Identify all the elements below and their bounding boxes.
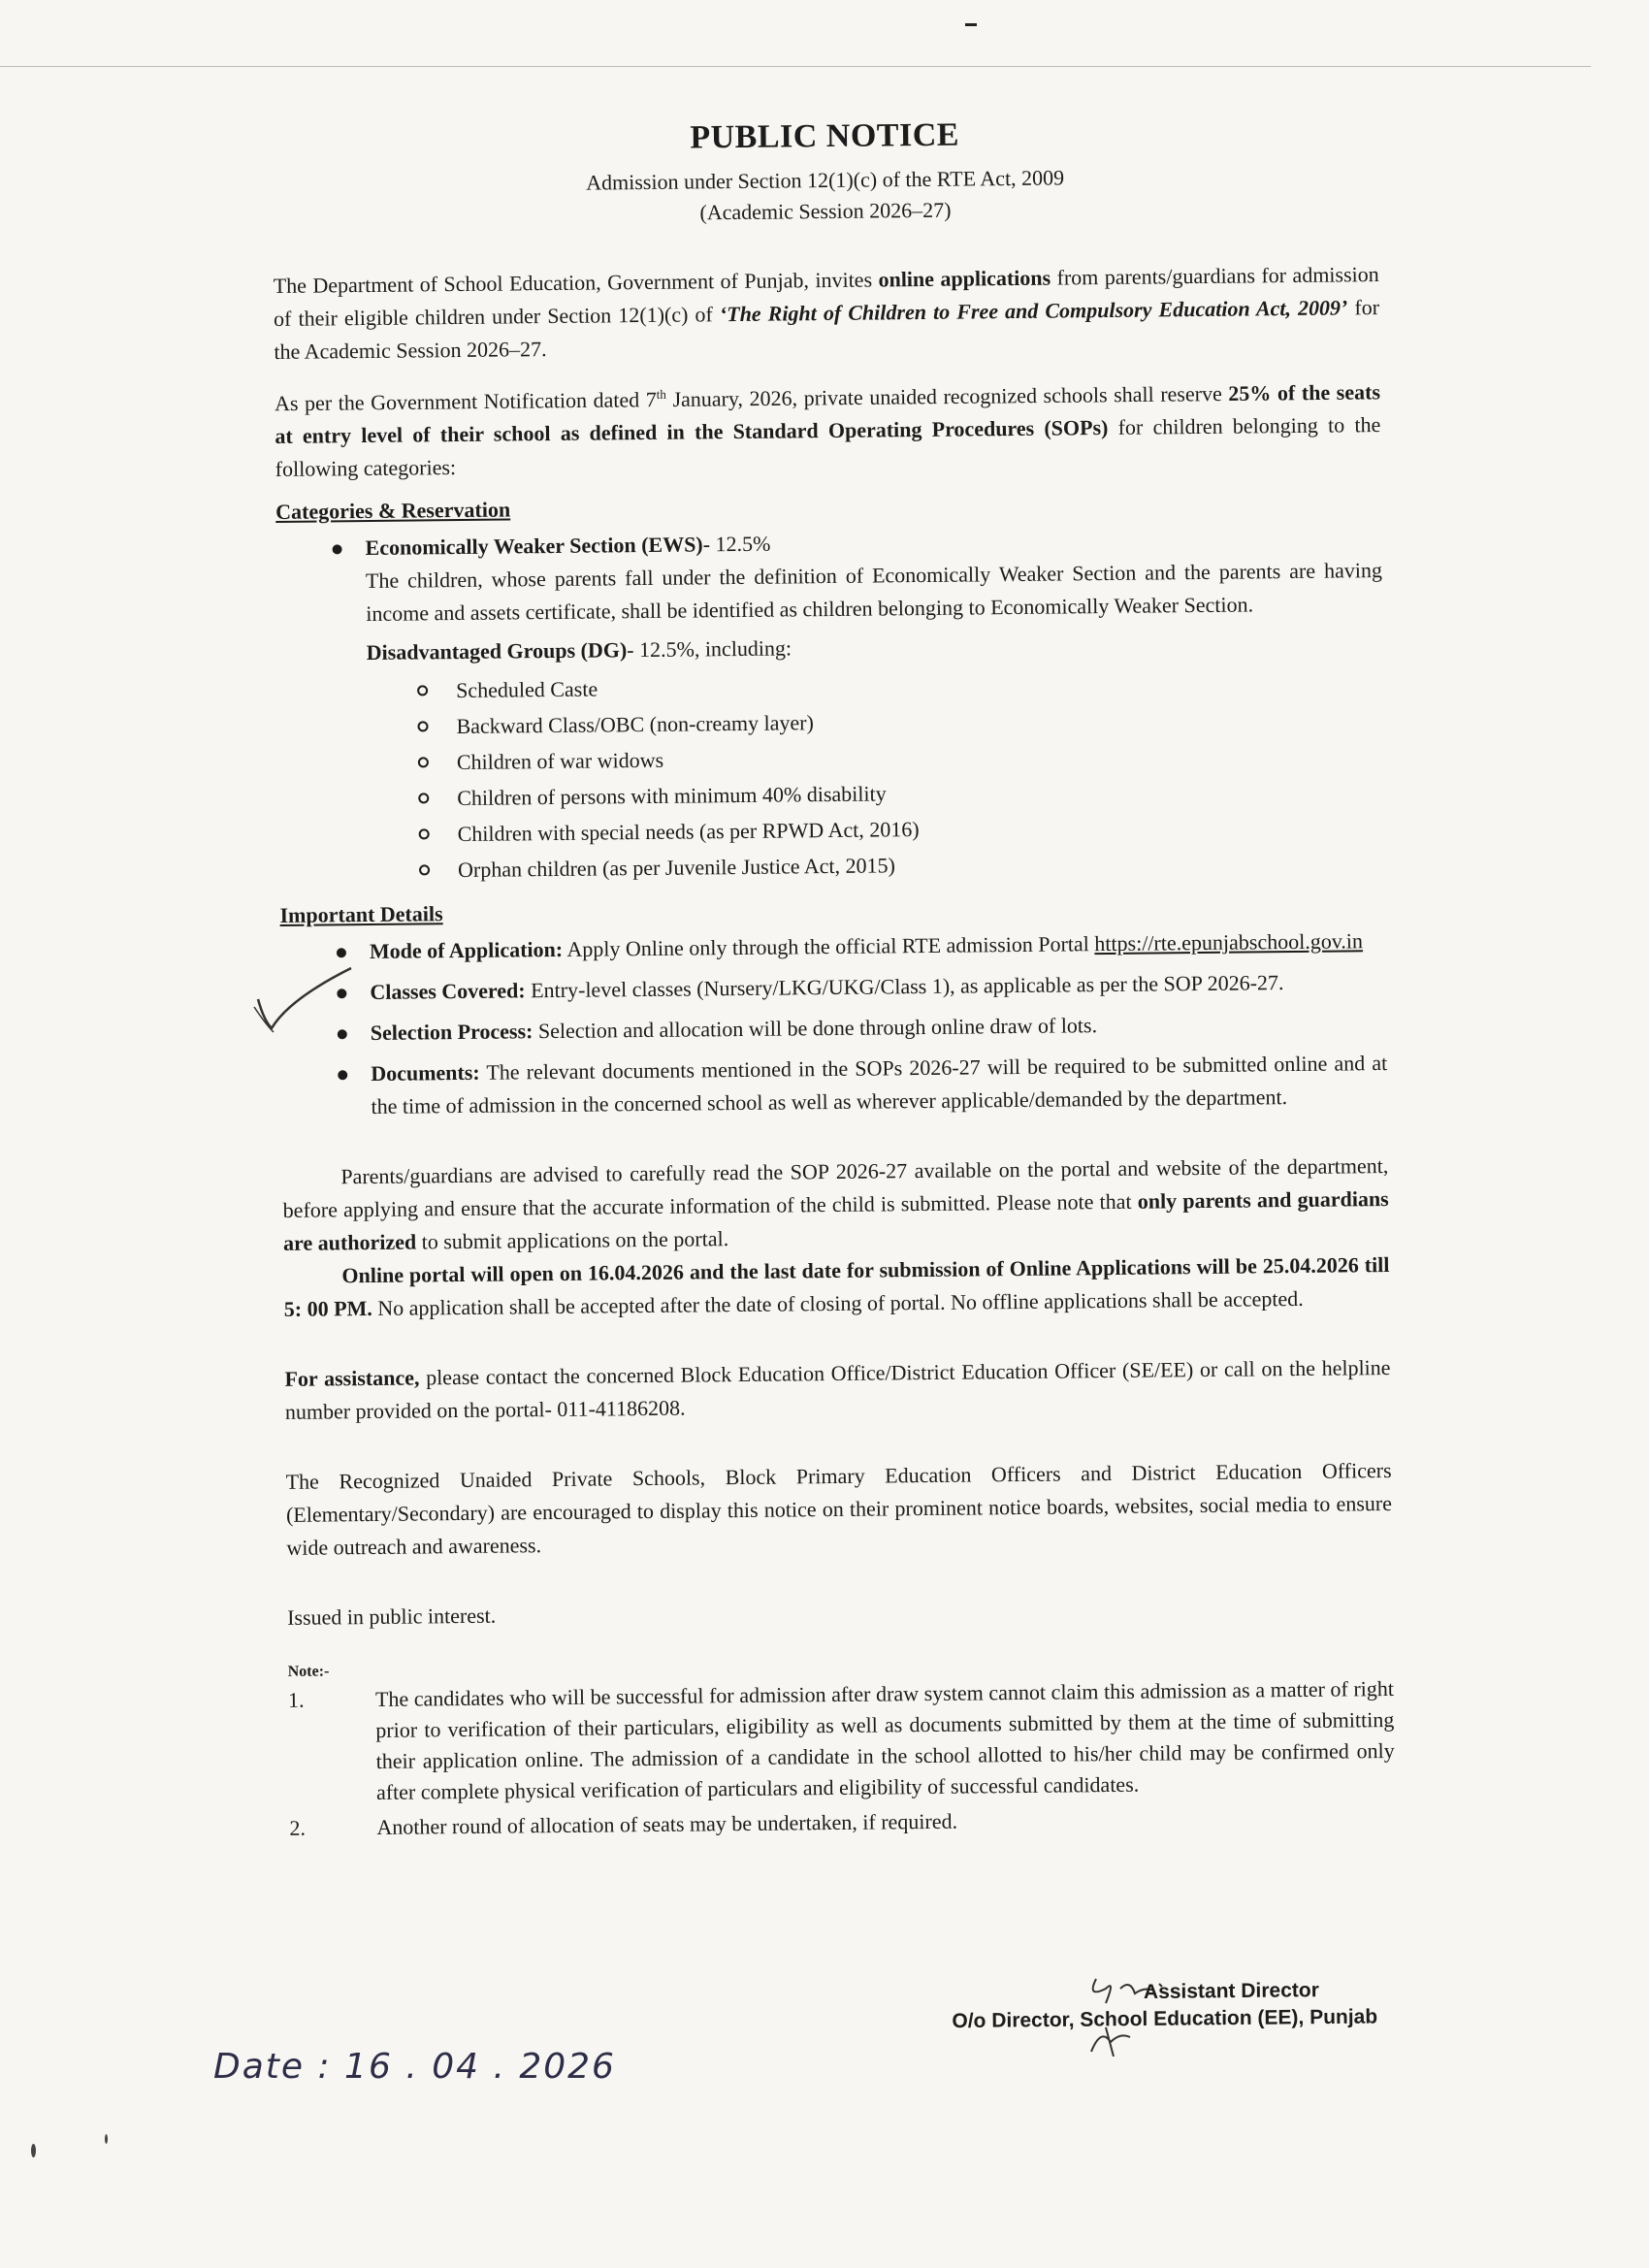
notes-list <box>288 1673 1396 1844</box>
bullet-icon <box>333 545 342 555</box>
subtitle-line-2: (Academic Session 2026–27) <box>699 197 952 225</box>
intro-paragraph-1: The Department of School Education, Government of Punjab, invites online applications from parents/guardians for admission of their eligible children under Section 12(1)(c) of ‘The Right of Children to Free and Compulsory Education Act, 2009’ for the Academic Session 2026–27. <box>273 262 1380 364</box>
ews-category <box>275 521 1385 890</box>
mode-of-application: Mode of Application: Apply Online only through the official RTE admission Portal https://rte.epunjabschool.gov.in <box>280 924 1386 969</box>
signatory-office: O/o Director, School Education (EE), Punjab <box>952 2005 1378 2033</box>
ews-percentage: - 12.5% <box>702 531 771 557</box>
documents: Documents: The relevant documents mentioned in the SOPs 2026-27 will be required to be submitted online and at the time of admission in the concerned school as well as wherever applicable/demanded by the department. <box>281 1047 1388 1124</box>
circle-bullet-icon <box>419 829 430 840</box>
ews-description: The children, whose parents fall under the definition of Economically Weaker Section and the parents are having income and assets certificate, shall be identified as children belonging to Economically Weaker Section. <box>365 558 1383 627</box>
selection-process: Selection Process: Selection and allocation will be done through online draw of lots. <box>281 1006 1387 1051</box>
ews-title: Economically Weaker Section (EWS) <box>365 532 703 561</box>
rte-portal-link[interactable]: https://rte.epunjabschool.gov.in <box>1094 928 1364 956</box>
advice-paragraph: Parents/guardians are advised to carefully read the SOP 2026-27 available on the portal and website of the department, before applying and ensure that the accurate information of the child is submitted. Please note that only parents and guardians are authorized to submit applications on the portal. <box>282 1153 1389 1256</box>
portal-dates-paragraph: Online portal will open on 16.04.2026 and the last date for submission of Online Applications will be 25.04.2026 till 5: 00 PM. No application shall be accepted after the date of closing of portal. No offline applications shall be accepted. <box>283 1252 1390 1322</box>
categories-list <box>275 521 1385 890</box>
categories-heading: Categories & Reservation <box>275 497 511 525</box>
signature-block <box>912 1976 1378 2035</box>
dg-title-line: Disadvantaged Groups (DG)- 12.5%, including: <box>366 635 792 665</box>
circle-bullet-icon <box>417 722 428 732</box>
scan-edge-line <box>0 66 1591 67</box>
circle-bullet-icon <box>419 865 430 876</box>
list-item: Children with special needs (as per RPWD Act, 2016) <box>368 806 1384 853</box>
notice-title: PUBLIC NOTICE <box>690 116 960 156</box>
list-item: Children of persons with minimum 40% disability <box>368 770 1384 817</box>
scan-speck <box>31 2144 36 2157</box>
handwritten-check-icon <box>250 960 357 1038</box>
intro-paragraph-2: As per the Government Notification dated 7th January, 2026, private unaided recognized schools shall reserve 25% of the seats at entry level of their school as defined in the Standard Operating Procedures (SOPs) for children belonging to the following categories: <box>274 379 1381 482</box>
assistance-paragraph: For assistance, please contact the concerned Block Education Office/District Education Officer (SE/EE) or call on the helpline number provided on the portal- 011-41186208. <box>284 1355 1391 1425</box>
scan-speck <box>105 2134 108 2144</box>
notice-subtitle <box>273 159 1379 233</box>
dg-list <box>367 663 1385 889</box>
subtitle-line-1: Admission under Section 12(1)(c) of the RTE Act, 2009 <box>586 165 1065 195</box>
display-notice-paragraph: The Recognized Unaided Private Schools, Block Primary Education Officers and District Education Officers (Elementary/Secondary) are encouraged to display this notice on their prominent notice boards, websites, social media to ensure wide outreach and awareness. <box>285 1458 1393 1561</box>
circle-bullet-icon <box>418 794 429 804</box>
important-details-list <box>280 924 1388 1124</box>
handwritten-date: Date : 16 . 04 . 2026 <box>213 2047 616 2087</box>
notice-body <box>272 113 1396 1844</box>
list-item: Children of war widows <box>368 734 1384 781</box>
list-item: Orphan children (as per Juvenile Justice Act, 2015) <box>369 842 1385 889</box>
list-item: Backward Class/OBC (non-creamy layer) <box>367 698 1383 745</box>
scan-mark <box>965 23 977 26</box>
note-item: 2. Another round of allocation of seats may be undertaken, if required. <box>289 1809 958 1841</box>
signatory-designation: Assistant Director <box>1143 1979 1319 2004</box>
note-heading: Note:- <box>287 1663 330 1681</box>
list-item: Scheduled Caste <box>367 663 1383 709</box>
bullet-icon <box>338 1071 347 1081</box>
note-item: 1. The candidates who will be successful for admission after draw system cannot claim this admission as a matter of right prior to verification of their particulars, eligibility as well as documents submitted by them at the time of submitting their application online. The admission of a candidate in the school allotted to his/her child may be confirmed only after complete physical verification of particulars and eligibility of successful candidates. <box>287 1676 1395 1805</box>
circle-bullet-icon <box>417 686 428 697</box>
issued-line: Issued in public interest. <box>286 1603 497 1631</box>
circle-bullet-icon <box>418 758 429 768</box>
bullet-icon <box>337 949 346 958</box>
classes-covered: Classes Covered: Entry-level classes (Nursery/LKG/UKG/Class 1), as applicable as per the SOP 2026-27. <box>280 965 1386 1010</box>
important-details-heading: Important Details <box>279 901 443 928</box>
